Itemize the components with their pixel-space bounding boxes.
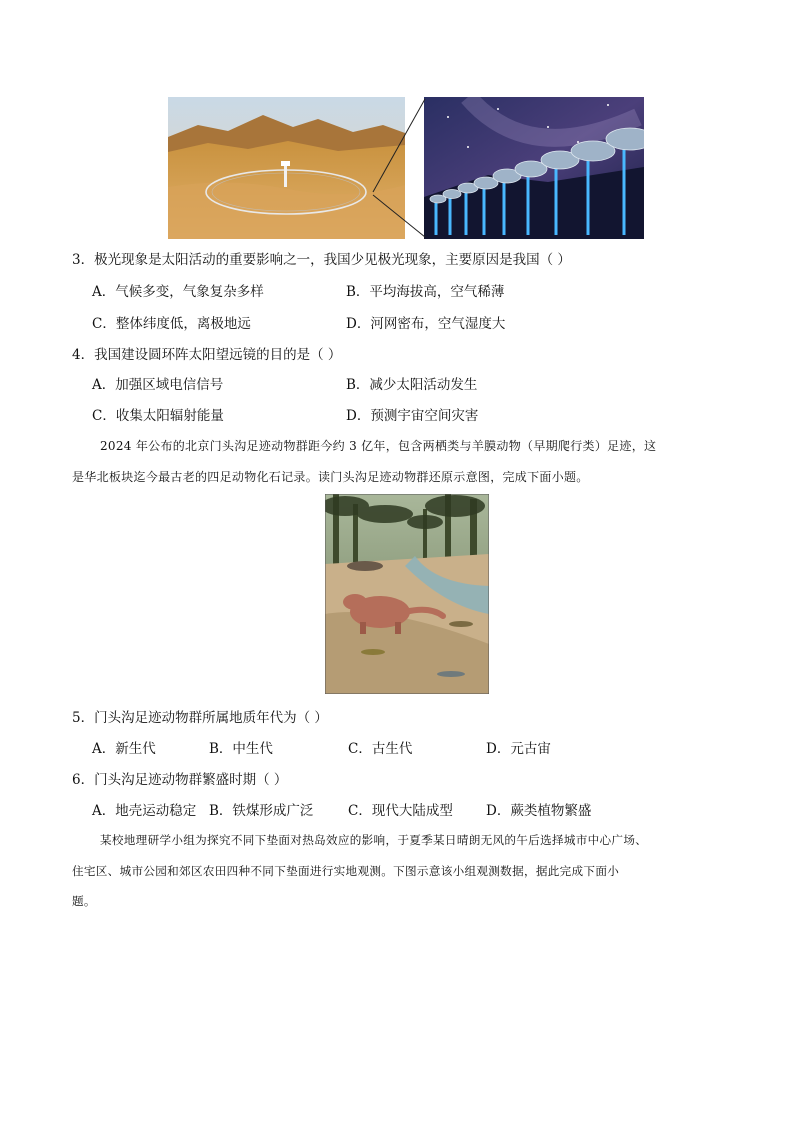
footprint-fauna-svg <box>325 494 489 694</box>
q6-option-b[interactable]: B．铁煤形成广泛 <box>209 803 314 819</box>
q5-option-d[interactable]: D．元古宙 <box>486 741 551 757</box>
q4-option-a[interactable]: A．加强区域电信信号 <box>92 377 224 393</box>
q6-stem: 6．门头沟足迹动物群繁盛时期（ ） <box>72 772 288 788</box>
passage2-line3: 题。 <box>72 894 96 908</box>
q5-option-b[interactable]: B．中生代 <box>209 741 273 757</box>
q6-option-c[interactable]: C．现代大陆成型 <box>348 803 453 819</box>
passage2-line1: 某校地理研学小组为探究不同下垫面对热岛效应的影响，于夏季某日晴朗无风的午后选择城市中心广场、 <box>100 833 648 847</box>
q4-option-d[interactable]: D．预测宇宙空间灾害 <box>346 408 479 424</box>
q4-option-b[interactable]: B．减少太阳活动发生 <box>346 377 478 393</box>
q4-option-c[interactable]: C．收集太阳辐射能量 <box>92 408 224 424</box>
telescope-figure-svg <box>168 97 644 239</box>
desert-array-photo <box>168 97 405 239</box>
q5-option-c[interactable]: C．古生代 <box>348 741 413 757</box>
passage1-line2: 是华北板块迄今最古老的四足动物化石记录。读门头沟足迹动物群还原示意图，完成下面小题。 <box>72 470 589 484</box>
q4-stem: 4．我国建设圆环阵太阳望远镜的目的是（ ） <box>72 347 342 363</box>
q5-option-a[interactable]: A．新生代 <box>92 741 156 757</box>
night-antenna-photo <box>424 97 644 239</box>
q6-option-d[interactable]: D．蕨类植物繁盛 <box>486 803 592 819</box>
q3-option-b[interactable]: B．平均海拔高，空气稀薄 <box>346 284 505 300</box>
q3-option-c[interactable]: C．整体纬度低，离极地远 <box>92 316 251 332</box>
footprint-fauna-illustration <box>325 494 489 694</box>
passage1-line1: 2024 年公布的北京门头沟足迹动物群距今约 3 亿年，包含两栖类与羊膜动物（早期爬行类）足迹，这 <box>100 439 657 453</box>
telescope-figure <box>168 97 644 239</box>
passage2-line2: 住宅区、城市公园和郊区农田四种不同下垫面进行实地观测。下图示意该小组观测数据，据此完成下面小 <box>72 864 620 878</box>
q3-option-a[interactable]: A．气候多变，气象复杂多样 <box>92 284 264 300</box>
q6-option-a[interactable]: A．地壳运动稳定 <box>92 803 197 819</box>
q3-stem: 3．极光现象是太阳活动的重要影响之一，我国少见极光现象，主要原因是我国（ ） <box>72 252 571 268</box>
q3-option-d[interactable]: D．河网密布，空气湿度大 <box>346 316 506 332</box>
q5-stem: 5．门头沟足迹动物群所属地质年代为（ ） <box>72 710 328 726</box>
